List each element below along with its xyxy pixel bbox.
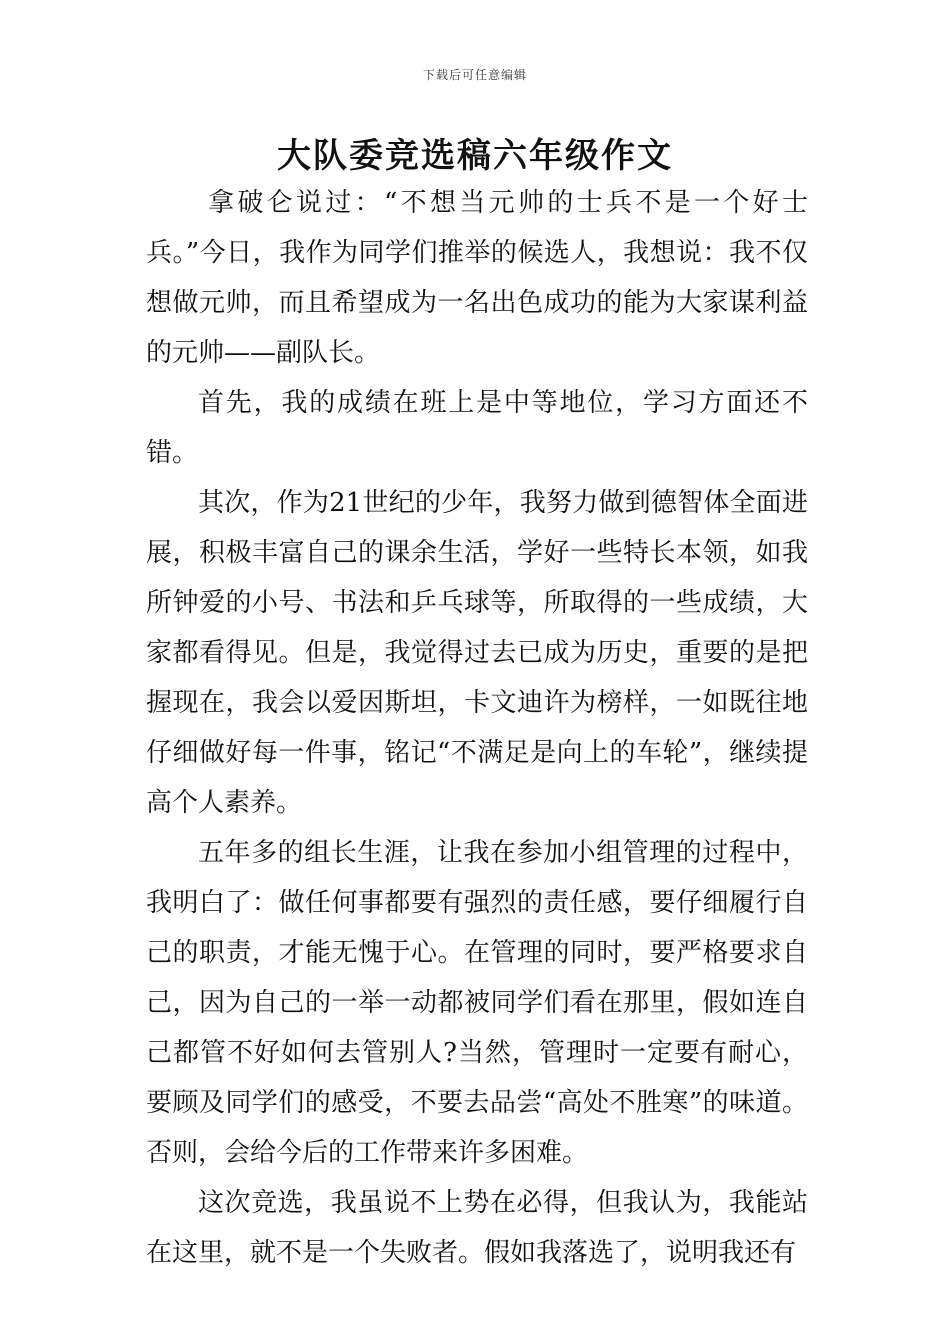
paragraph: 其次，作为21世纪的少年，我努力做到德智体全面进展，积极丰富自己的课余生活，学好一些特长本领，如我所钟爱的小号、书法和乒乓球等，所取得的一些成绩，大家都看得见。但是，我觉得过去已成为历史，重要的是把握现在，我会以爱因斯坦，卡文迪许为榜样，一如既往地仔细做好每一件事，铭记“不满足是向上的车轮”，继续提高个人素养。 (146, 488, 808, 818)
document-body (146, 178, 808, 1278)
paragraph: 五年多的组长生涯，让我在参加小组管理的过程中，我明白了：做任何事都要有强烈的责任感，要仔细履行自己的职责，才能无愧于心。在管理的同时，要严格要求自己，因为自己的一举一动都被同学们看在那里，假如连自己都管不好如何去管别人?当然，管理时一定要有耐心，要顾及同学们的感受，不要去品尝“高处不胜寒”的味道。否则，会给今后的工作带来许多困难。 (146, 838, 808, 1168)
paragraph: 首先，我的成绩在班上是中等地位，学习方面还不错。 (146, 388, 808, 468)
paragraph: 拿破仑说过：“不想当元帅的士兵不是一个好士兵。”今日，我作为同学们推举的候选人，我想说：我不仅想做元帅，而且希望成为一名出色成功的能为大家谋利益的元帅——副队长。 (146, 188, 808, 368)
document-title: 大队委竞选稿六年级作文 (277, 136, 673, 176)
header-note: 下载后可任意编辑 (422, 68, 527, 82)
paragraph: 这次竞选，我虽说不上势在必得，但我认为，我能站在这里，就不是一个失败者。假如我落选了，说明我还有 (146, 1188, 808, 1268)
